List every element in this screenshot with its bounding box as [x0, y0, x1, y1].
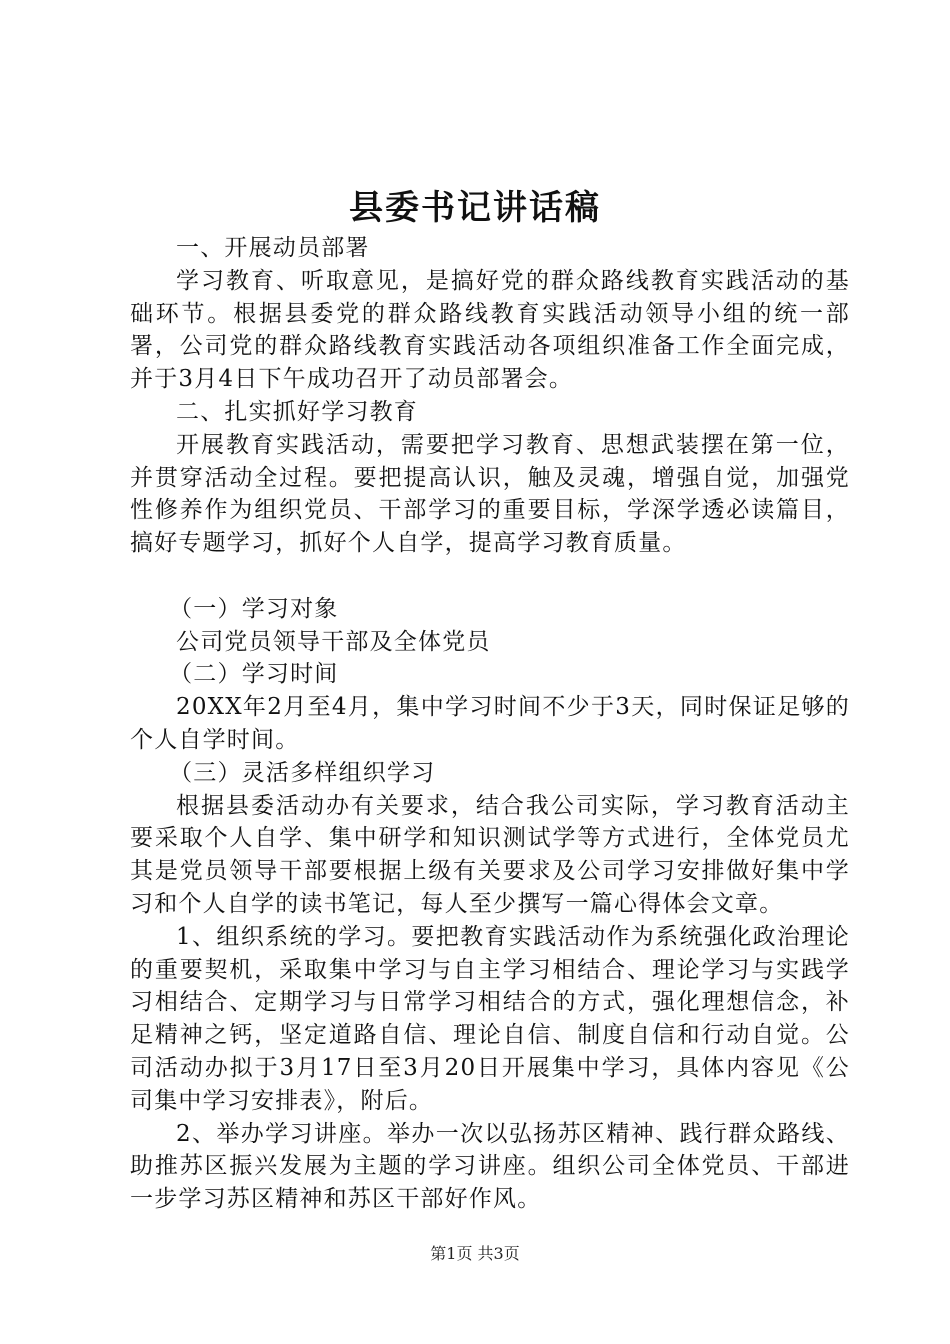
paragraph: 开展教育实践活动，需要把学习教育、思想武装摆在第一位，并贯穿活动全过程。要把提高认识，触及灵魂，增强自觉，加强党性修养作为组织党员、干部学习的重要目标，学深学透必读篇目，搞好专题学习，抓好个人自学，提高学习教育质量。: [130, 431, 850, 557]
subsection-heading-2: （二）学习时间: [169, 661, 339, 688]
subsection-heading-1: （一）学习对象: [169, 595, 339, 622]
paragraph: 学习教育、听取意见，是搞好党的群众路线教育实践活动的基础环节。根据县委党的群众路线教育实践活动领导小组的统一部署，公司党的群众路线教育实践活动各项组织准备工作全面完成，并于3月4日下午成功召开了动员部署会。: [130, 267, 850, 393]
paragraph: 根据县委活动办有关要求，结合我公司实际，学习教育活动主要采取个人自学、集中研学和知识测试学等方式进行，全体党员尤其是党员领导干部要根据上级有关要求及公司学习安排做好集中学习和个人自学的读书笔记，每人至少撰写一篇心得体会文章。: [130, 792, 850, 917]
subsection-heading-3: （三）灵活多样组织学习: [169, 759, 436, 786]
document-title: 县委书记讲话稿: [349, 188, 601, 228]
paragraph: 1、组织系统的学习。要把教育实践活动作为系统强化政治理论的重要契机，采取集中学习与自主学习相结合、理论学习与实践学习相结合、定期学习与日常学习相结合的方式，强化理想信念，补足精神之钙，坚定道路自信、理论自信、制度自信和行动自觉。公司活动办拟于3月17日至3月20日开展集中学习，具体内容见《公司集中学习安排表》，附后。: [130, 923, 850, 1114]
document-body: [130, 232, 850, 1216]
section-heading-1: 一、开展动员部署: [176, 235, 370, 261]
paragraph: 2、举办学习讲座。举办一次以弘扬苏区精神、践行群众路线、助推苏区振兴发展为主题的学习讲座。组织公司全体党员、干部进一步学习苏区精神和苏区干部好作风。: [130, 1120, 850, 1213]
page-number-footer: 第1页 共3页: [430, 1244, 520, 1263]
paragraph: 20XX年2月至4月，集中学习时间不少于3天，同时保证足够的个人自学时间。: [130, 694, 850, 753]
paragraph: 公司党员领导干部及全体党员: [176, 628, 491, 655]
section-heading-2: 二、扎实抓好学习教育: [176, 398, 418, 425]
blank-line: [130, 560, 850, 593]
